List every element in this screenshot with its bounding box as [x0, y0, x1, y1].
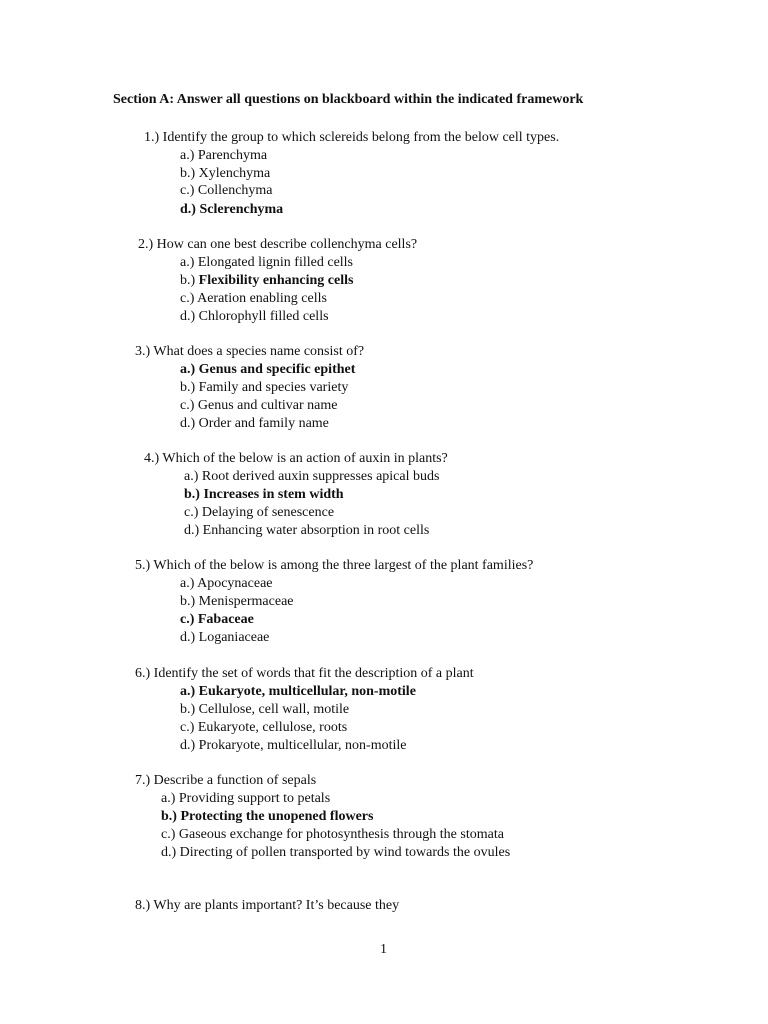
- question-4-option-d: d.) Enhancing water absorption in root cells: [184, 523, 430, 538]
- question-6-option-c: c.) Eukaryote, cellulose, roots: [180, 720, 348, 735]
- question-6-option-a-answer: a.) Eukaryote, multicellular, non-motile: [180, 684, 416, 699]
- option-letter: b.): [180, 273, 199, 288]
- question-5-option-d: d.) Loganiaceae: [180, 630, 270, 645]
- question-4-text: 4.) Which of the below is an action of auxin in plants?: [144, 451, 448, 466]
- question-5-text: 5.) Which of the below is among the three largest of the plant families?: [135, 558, 534, 573]
- question-5-option-b: b.) Menispermaceae: [180, 594, 294, 609]
- question-7-option-a: a.) Providing support to petals: [161, 791, 331, 806]
- section-heading: Section A: Answer all questions on blackboard within the indicated framework: [113, 92, 584, 107]
- question-3-option-d: d.) Order and family name: [180, 416, 329, 431]
- question-1-option-c: c.) Collenchyma: [180, 183, 273, 198]
- question-1-option-b: b.) Xylenchyma: [180, 166, 271, 181]
- question-5-option-c-answer: c.) Fabaceae: [180, 612, 254, 627]
- question-8-text: 8.) Why are plants important? It’s because they: [135, 898, 400, 913]
- question-2-option-c: c.) Aeration enabling cells: [180, 291, 327, 306]
- page-number: 1: [380, 942, 387, 957]
- question-2-option-d: d.) Chlorophyll filled cells: [180, 309, 329, 324]
- question-3-option-c: c.) Genus and cultivar name: [180, 398, 338, 413]
- question-1-option-d-answer: d.) Sclerenchyma: [180, 202, 284, 217]
- question-6-option-d: d.) Prokaryote, multicellular, non-motile: [180, 738, 407, 753]
- question-1-option-a: a.) Parenchyma: [180, 148, 268, 163]
- question-2-option-b-answer: [180, 272, 353, 290]
- question-3-option-a-answer: a.) Genus and specific epithet: [180, 362, 356, 377]
- question-2-text: 2.) How can one best describe collenchyma cells?: [138, 237, 418, 252]
- question-7-option-b-answer: b.) Protecting the unopened flowers: [161, 809, 374, 824]
- question-5-option-a: a.) Apocynaceae: [180, 576, 273, 591]
- question-3-option-b: b.) Family and species variety: [180, 380, 349, 395]
- question-4-option-c: c.) Delaying of senescence: [184, 505, 335, 520]
- question-1-text: 1.) Identify the group to which sclereids belong from the below cell types.: [144, 130, 560, 145]
- option-answer-text: Flexibility enhancing cells: [198, 273, 354, 288]
- question-3-text: 3.) What does a species name consist of?: [135, 344, 365, 359]
- question-7-option-c: c.) Gaseous exchange for photosynthesis through the stomata: [161, 827, 504, 842]
- question-6-option-b: b.) Cellulose, cell wall, motile: [180, 702, 350, 717]
- question-4-option-a: a.) Root derived auxin suppresses apical buds: [184, 469, 440, 484]
- question-4-option-b-answer: b.) Increases in stem width: [184, 487, 344, 502]
- question-7-text: 7.) Describe a function of sepals: [135, 773, 317, 788]
- question-6-text: 6.) Identify the set of words that fit the description of a plant: [135, 666, 474, 681]
- question-7-option-d: d.) Directing of pollen transported by wind towards the ovules: [161, 845, 511, 860]
- question-2-option-a: a.) Elongated lignin filled cells: [180, 255, 354, 270]
